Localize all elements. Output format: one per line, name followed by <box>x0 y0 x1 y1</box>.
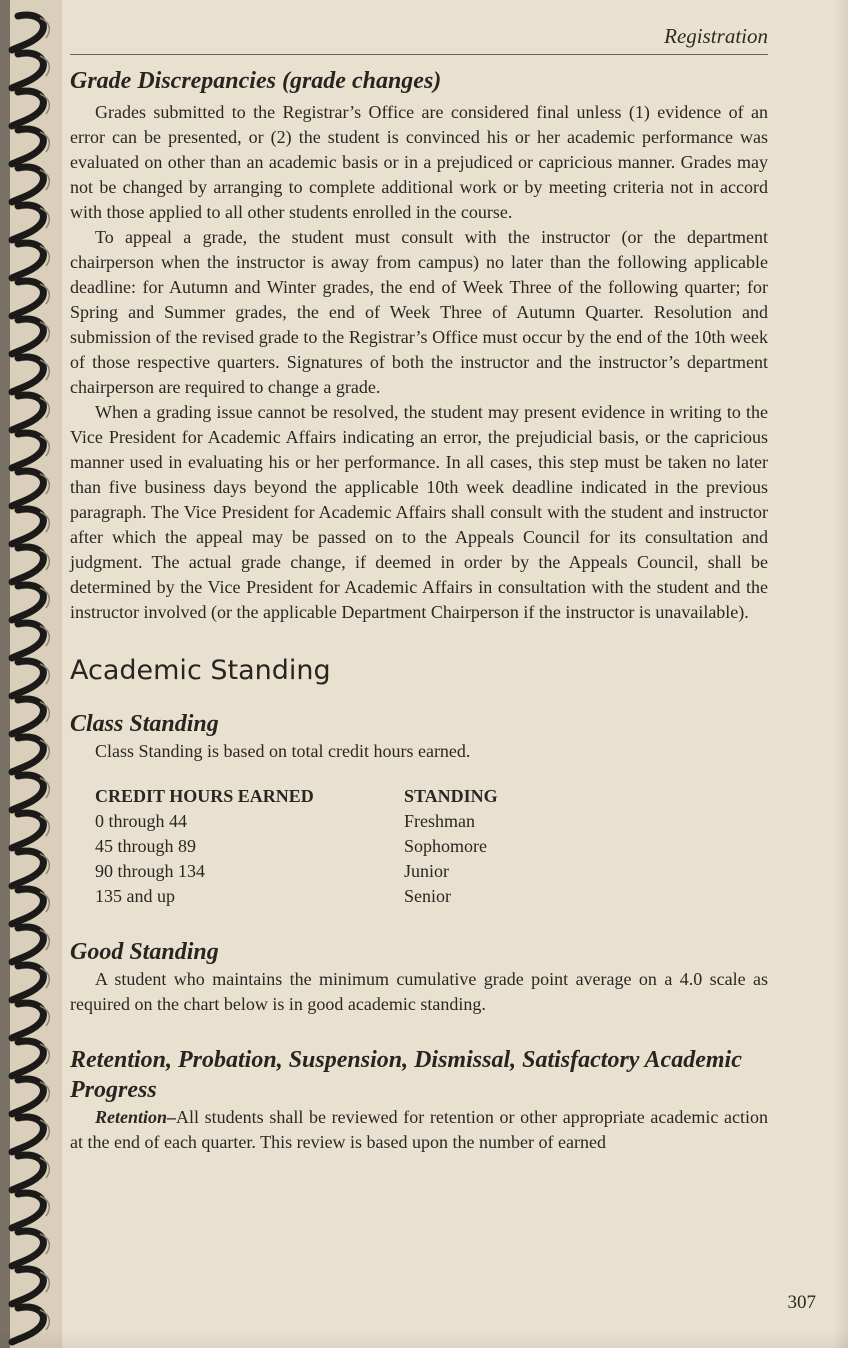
retention-paragraph <box>70 1105 768 1155</box>
credit-hours-cell: 45 through 89 <box>95 836 196 856</box>
page-content <box>70 66 768 1155</box>
credit-hours-cell: 90 through 134 <box>95 861 205 881</box>
column-header-standing: STANDING <box>404 786 498 806</box>
grade-discrepancies-paragraph-2: To appeal a grade, the student must consult with the instructor (or the department chairperson when the instructor is away from campus) no later than the following applicable deadline: for Autumn and Winter grades, the end of Week Three of the following quarter; for Spring and Summer grades, the end of Week Three of Autumn Quarter. Resolution and submission of the revised grade to the Registrar’s Office must occur by the end of the 10th week of those respective quarters. Signatures of both the instructor and the instructor’s department chairperson are required to change a grade. <box>70 227 768 397</box>
grade-discrepancies-paragraph-1: Grades submitted to the Registrar’s Office are considered final unless (1) evidence of an error can be presented, or (2) the student is convinced his or her academic performance was evaluated on other than an academic basis or in a prejudiced or capricious manner. Grades may not be changed by arranging to complete additional work or by meeting criteria not in accord with those applied to all other students enrolled in the course. <box>70 102 768 222</box>
credit-hours-cell: 135 and up <box>95 886 175 906</box>
academic-standing-heading: Academic Standing <box>70 655 331 686</box>
page-number: 307 <box>787 1292 816 1313</box>
class-standing-heading: Class Standing <box>70 711 219 737</box>
table-header-row <box>95 784 498 809</box>
table-row <box>95 859 498 884</box>
retention-text: All students shall be reviewed for retention or other appropriate academic action at the end of each quarter. This review is based upon the number of earned <box>70 1107 768 1152</box>
table-row <box>95 809 498 834</box>
table-row <box>95 834 498 859</box>
grade-discrepancies-heading: Grade Discrepancies (grade changes) <box>70 68 442 94</box>
grade-discrepancies-paragraph-3: When a grading issue cannot be resolved, the student may present evidence in writing to the Vice President for Academic Affairs indicating an error, the prejudicial basis, or the capricious manner used in evaluating his or her performance. In all cases, this step must be taken no later than five business days beyond the applicable 10th week deadline indicated in the previous paragraph. The Vice President for Academic Affairs shall consult with the student and instructor after which the appeal may be passed on to the Appeals Council for its consultation and judgment. The actual grade change, if deemed in order by the Appeals Council, shall be determined by the Vice President for Academic Affairs in consultation with the student and the instructor involved (or the applicable Department Chairperson if the instructor is unavailable). <box>70 402 768 622</box>
standing-cell: Junior <box>404 861 449 881</box>
good-standing-heading: Good Standing <box>70 939 219 965</box>
page-bottom-shade <box>0 1330 848 1348</box>
running-head: Registration <box>664 24 768 48</box>
retention-heading: Retention, Probation, Suspension, Dismissal, Satisfactory Academic Progress <box>70 1047 742 1103</box>
standing-cell: Sophomore <box>404 836 487 856</box>
page-edge-shadow <box>834 0 848 1348</box>
column-header-credit-hours: CREDIT HOURS EARNED <box>95 786 314 806</box>
retention-runin-label: Retention– <box>95 1107 177 1127</box>
standing-cell: Senior <box>404 886 451 906</box>
class-standing-table <box>95 784 498 909</box>
class-standing-intro: Class Standing is based on total credit hours earned. <box>95 741 471 761</box>
table-row <box>95 884 498 909</box>
standing-cell: Freshman <box>404 811 475 831</box>
spiral-binding <box>0 0 62 1348</box>
good-standing-text: A student who maintains the minimum cumulative grade point average on a 4.0 scale as required on the chart below is in good academic standing. <box>70 969 768 1014</box>
credit-hours-cell: 0 through 44 <box>95 811 187 831</box>
header-rule <box>70 54 768 55</box>
